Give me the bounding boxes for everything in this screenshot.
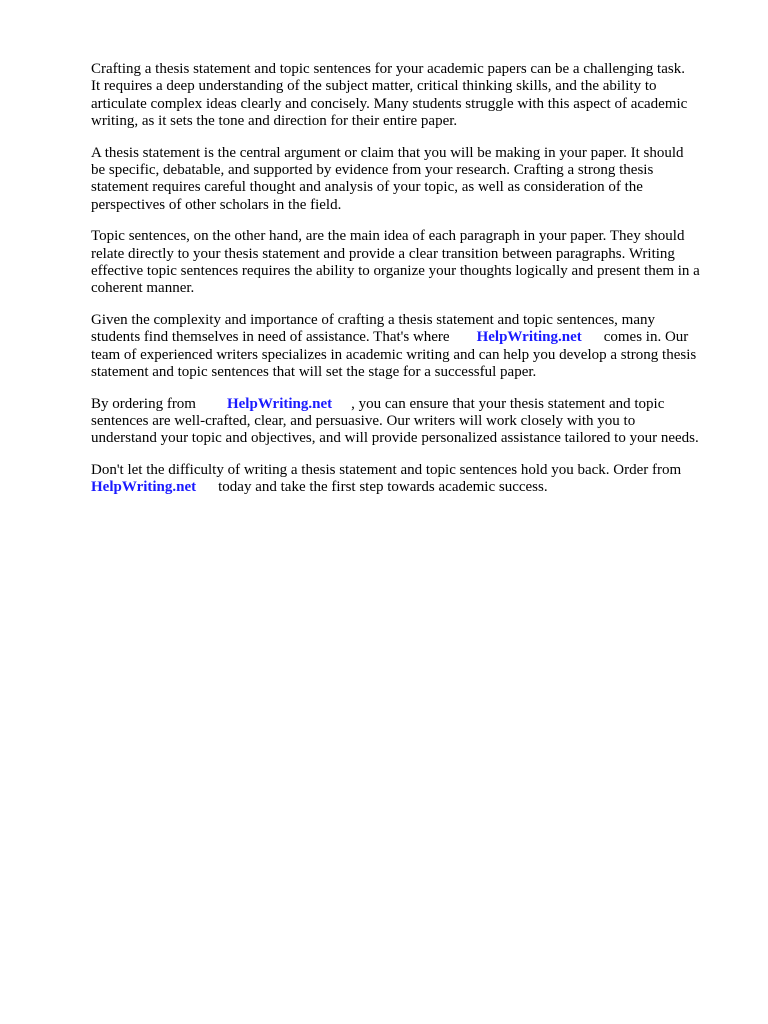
text-line: sentences are well-crafted, clear, and persuasive. Our writers will work closely with you to — [91, 412, 636, 429]
text-line: articulate complex ideas clearly and concisely. Many students struggle with this aspect of academic — [91, 95, 688, 112]
document-body — [91, 61, 727, 511]
paragraph-thesis-definition — [91, 145, 727, 215]
text-line: statement and topic sentences that will set the stage for a successful paper. — [91, 364, 537, 381]
text-line: Crafting a thesis statement and topic sentences for your academic papers can be a challenging task. — [91, 61, 685, 77]
text-line: perspectives of other scholars in the field. — [91, 196, 342, 213]
text-segment: comes in. Our — [603, 329, 689, 346]
text-line: coherent manner. — [91, 280, 195, 297]
helpwriting-link[interactable]: HelpWriting.net — [476, 329, 582, 346]
text-line-with-link — [91, 479, 727, 496]
paragraph-call-to-action — [91, 462, 727, 497]
text-line: Don't let the difficulty of writing a thesis statement and topic sentences hold you back. Order from — [91, 461, 682, 478]
text-line: team of experienced writers specializes in academic writing and can help you develop a strong thesis — [91, 346, 697, 363]
paragraph-topic-sentences — [91, 228, 727, 298]
paragraph-intro — [91, 61, 727, 131]
text-line: A thesis statement is the central argument or claim that you will be making in your paper. It should — [91, 144, 684, 161]
text-segment: By ordering from — [91, 395, 196, 412]
text-line: understand your topic and objectives, and will provide personalized assistance tailored to your needs. — [91, 430, 699, 447]
text-line: effective topic sentences requires the ability to organize your thoughts logically and present them in a — [91, 263, 700, 280]
text-line: It requires a deep understanding of the subject matter, critical thinking skills, and the ability to — [91, 78, 657, 95]
paragraph-assistance — [91, 312, 727, 382]
text-segment: , you can ensure that your thesis statement and topic — [351, 395, 665, 412]
text-line: Given the complexity and importance of crafting a thesis statement and topic sentences, many — [91, 311, 655, 328]
text-line: Topic sentences, on the other hand, are the main idea of each paragraph in your paper. They should — [91, 228, 685, 245]
text-line: be specific, debatable, and supported by evidence from your research. Crafting a strong thesis — [91, 162, 654, 179]
text-segment: today and take the first step towards academic success. — [218, 479, 548, 496]
text-line: statement requires careful thought and analysis of your topic, as well as consideration of the — [91, 179, 643, 196]
helpwriting-link[interactable]: HelpWriting.net — [226, 395, 333, 412]
helpwriting-link[interactable]: HelpWriting.net — [91, 479, 197, 496]
text-line-with-link — [91, 329, 727, 346]
text-line: relate directly to your thesis statement and provide a clear transition between paragraphs. Writing — [91, 245, 675, 262]
text-segment: students find themselves in need of assistance. That's where — [91, 329, 450, 346]
text-line-with-link — [91, 396, 727, 413]
text-line: writing, as it sets the tone and direction for their entire paper. — [91, 113, 458, 130]
paragraph-ordering — [91, 396, 727, 448]
